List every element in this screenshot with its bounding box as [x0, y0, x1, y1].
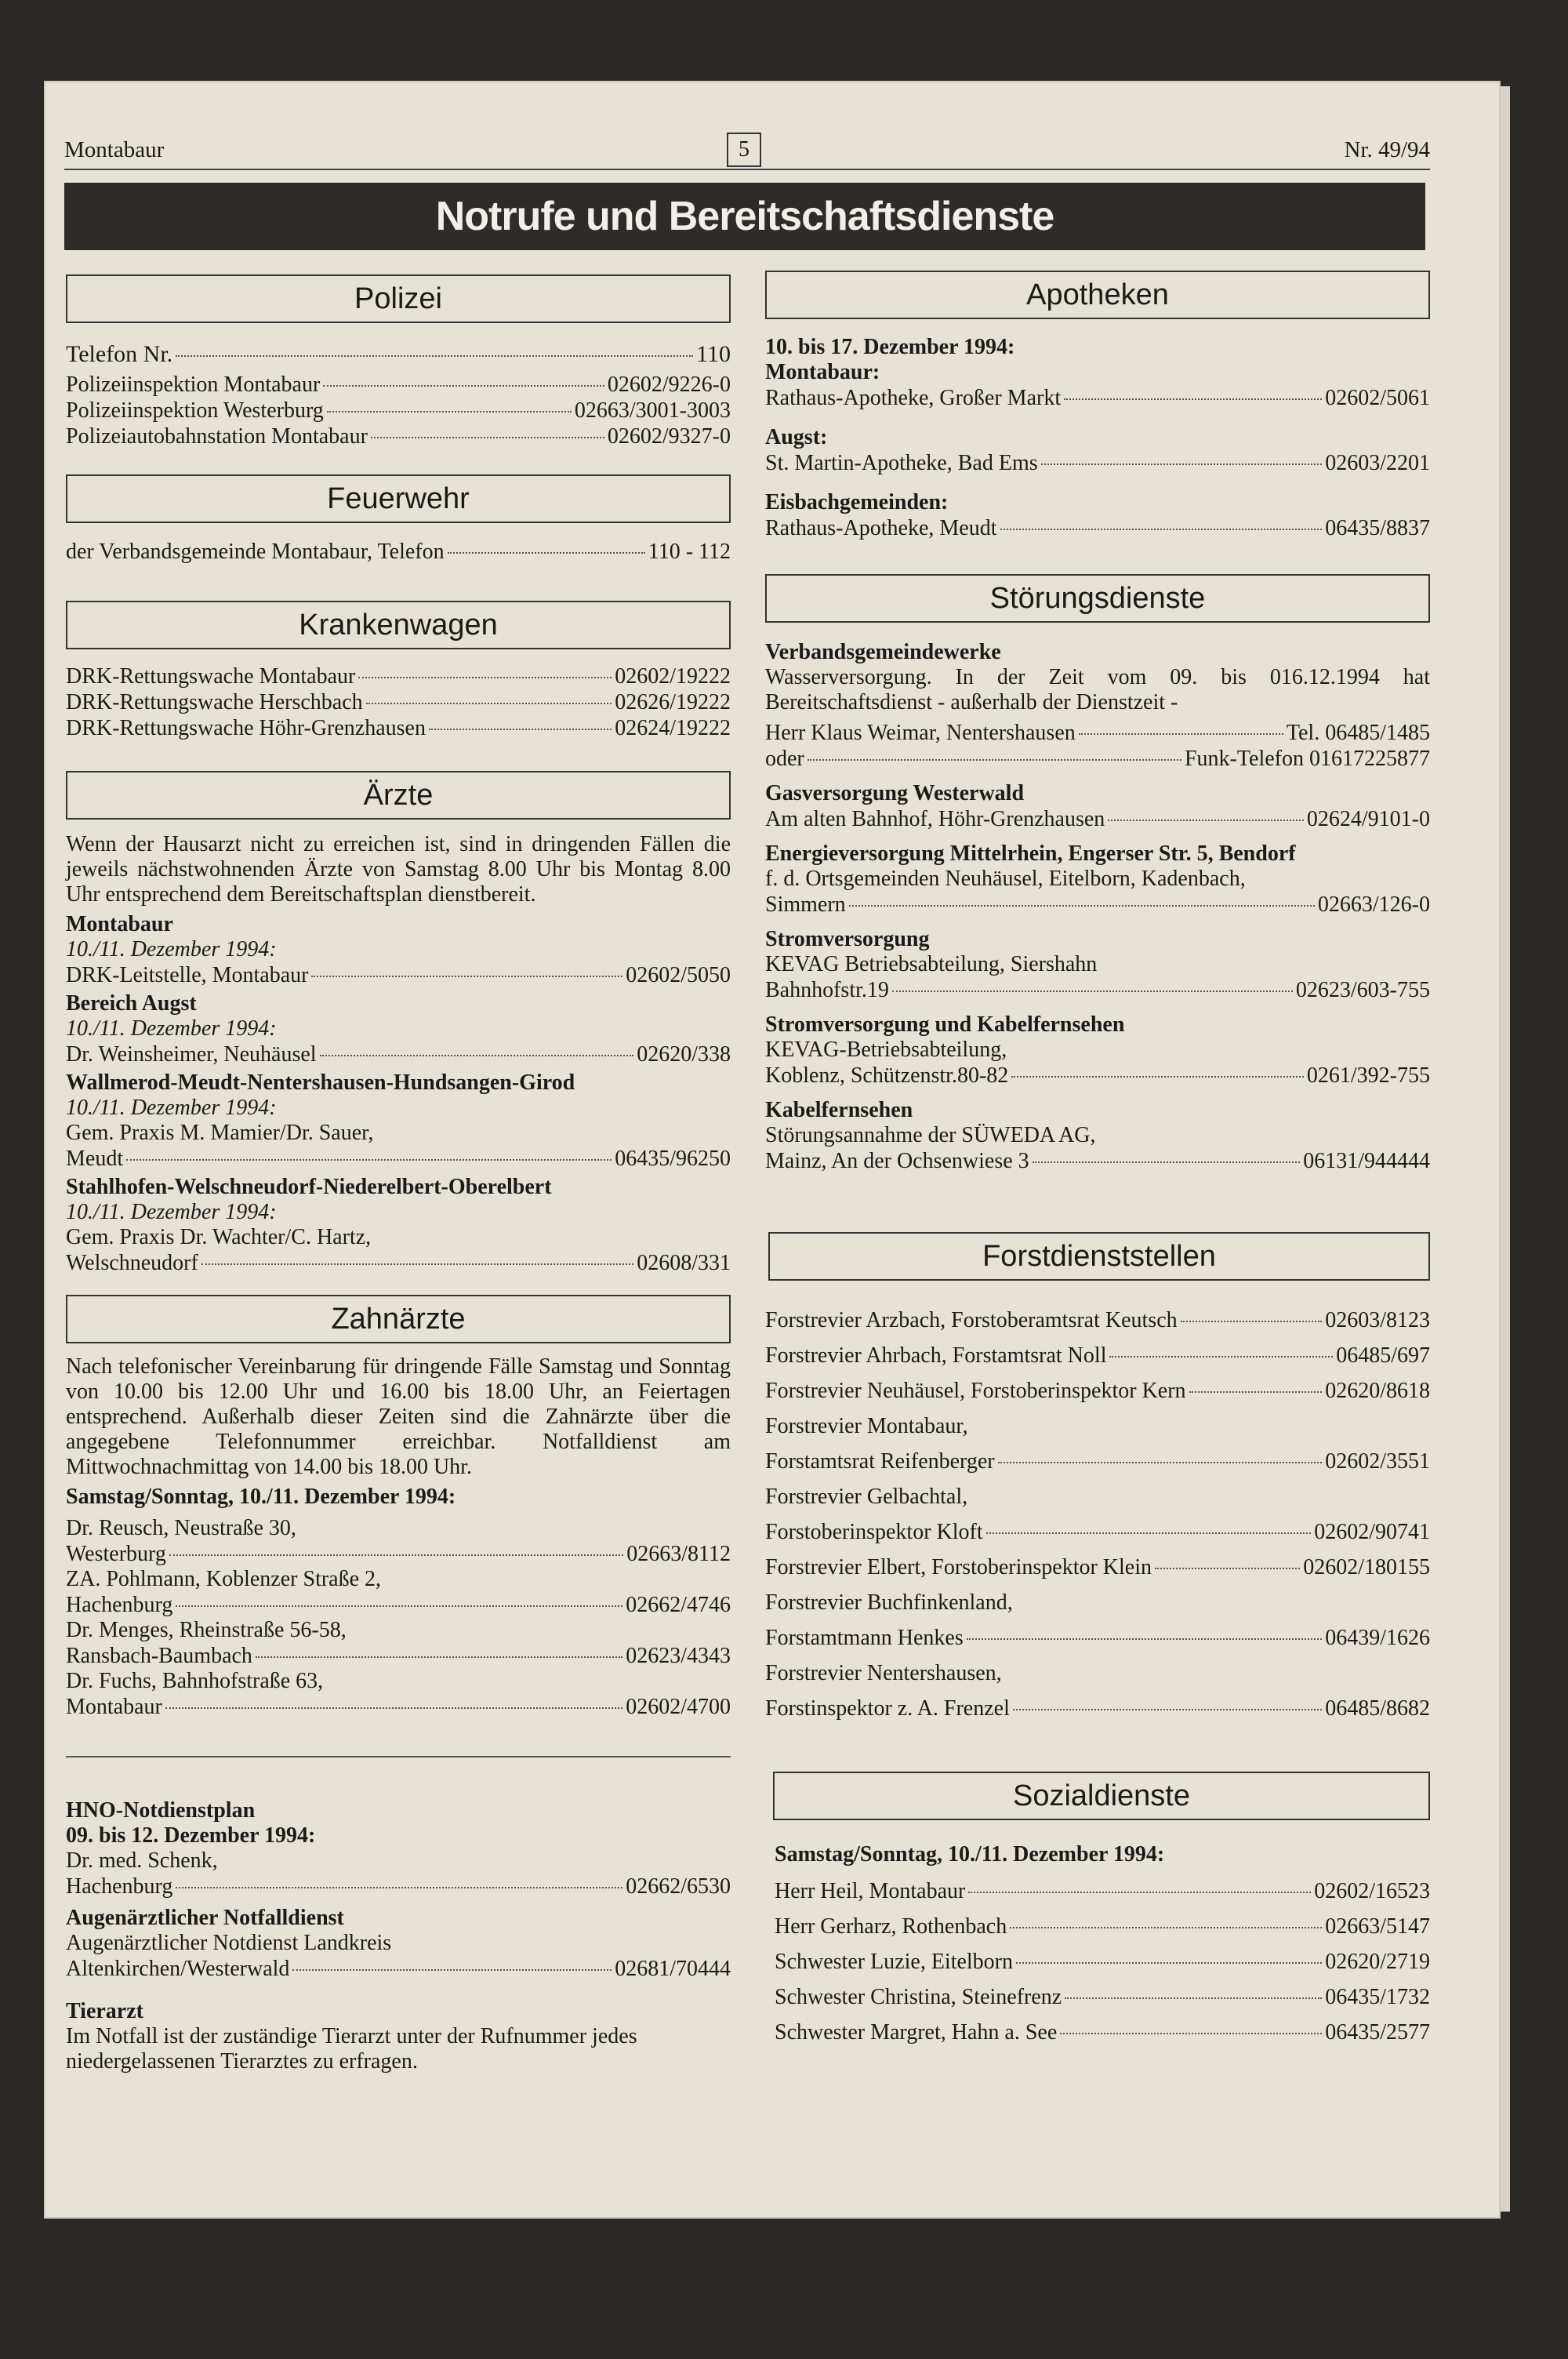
list-item: Schwester Christina, Steinefrenz 06435/1732: [775, 1985, 1430, 2009]
region-title: Montabaur: [66, 912, 173, 936]
address-line: Forstrevier Buchfinkenland,: [765, 1590, 1013, 1615]
region-title: Stahlhofen-Welschneudorf-Niederelbert-Oberelbert: [66, 1175, 552, 1199]
date-line: 10./11. Dezember 1994:: [66, 1016, 277, 1041]
list-item: Forstrevier Neuhäusel, Forstoberinspektor Kern 02620/8618: [765, 1379, 1430, 1403]
region-title: Bereich Augst: [66, 991, 197, 1016]
list-item: Westerburg 02663/8112: [66, 1542, 731, 1566]
list-item: Hachenburg 02662/4746: [66, 1593, 731, 1617]
section-polizei: Polizei: [66, 274, 731, 323]
place-title: Eisbachgemeinden:: [765, 490, 949, 514]
service-title: Stromversorgung und Kabelfernsehen: [765, 1012, 1125, 1037]
date-line: 10./11. Dezember 1994:: [66, 1200, 277, 1224]
list-item: Forstrevier Arzbach, Forstoberamtsrat Keutsch 02603/8123: [765, 1308, 1430, 1332]
service-text: KEVAG Betriebsabteilung, Siershahn: [765, 952, 1098, 976]
list-item: Simmern 02663/126-0: [765, 892, 1430, 917]
address-line: Augenärztlicher Notdienst Landkreis: [66, 1931, 392, 1955]
list-item: Koblenz, Schützenstr.80-82 0261/392-755: [765, 1063, 1430, 1088]
tierarzt-text: Im Notfall ist der zuständige Tierarzt unter der Rufnummer jedes niedergelassenen Tierarztes zu erfragen.: [66, 2024, 637, 2074]
aerzte-intro: Wenn der Hausarzt nicht zu erreichen ist, sind in dringenden Fällen die jeweils nächstwohnenden Ärzte von Samstag 8.00 Uhr bis Montag 8.00 Uhr entsprechend dem Bereitschaftsplan dienstbereit.: [66, 832, 731, 907]
list-item: DRK-Rettungswache Höhr-Grenzhausen 02624/19222: [66, 716, 731, 740]
service-text: Wasserversorgung. In der Zeit vom 09. bis 016.12.1994 hat Bereitschaftsdienst - außerhalb der Dienstzeit -: [765, 665, 1430, 714]
augen-heading: Augenärztlicher Notfalldienst: [66, 1906, 344, 1930]
place-title: Montabaur:: [765, 360, 880, 384]
list-item: Welschneudorf 02608/331: [66, 1251, 731, 1275]
tierarzt-heading: Tierarzt: [66, 1999, 143, 2023]
left-column: [66, 274, 731, 2074]
list-item: DRK-Leitstelle, Montabaur 02602/5050: [66, 963, 731, 987]
list-item: Forstinspektor z. A. Frenzel 06485/8682: [765, 1696, 1430, 1721]
list-item: der Verbandsgemeinde Montabaur, Telefon 110 - 112: [66, 540, 731, 564]
list-item: Mainz, An der Ochsenwiese 3 06131/944444: [765, 1149, 1430, 1173]
date-line: 10./11. Dezember 1994:: [66, 937, 277, 961]
list-item: Polizeiinspektion Montabaur 02602/9226-0: [66, 373, 731, 397]
list-item: Rathaus-Apotheke, Meudt 06435/8837: [765, 516, 1430, 540]
address-line: Dr. Fuchs, Bahnhofstraße 63,: [66, 1669, 324, 1693]
list-item: Herr Heil, Montabaur 02602/16523: [775, 1879, 1430, 1903]
list-item: Polizeiinspektion Westerburg 02663/3001-3003: [66, 398, 731, 423]
list-item: Polizeiautobahnstation Montabaur 02602/9327-0: [66, 424, 731, 449]
page-title: Notrufe und Bereitschaftsdienste: [64, 183, 1425, 250]
list-item: Montabaur 02602/4700: [66, 1695, 731, 1719]
address-line: Forstrevier Gelbachtal,: [765, 1485, 968, 1509]
date-line: 10./11. Dezember 1994:: [66, 1096, 277, 1120]
list-item: Dr. Weinsheimer, Neuhäusel 02620/338: [66, 1042, 731, 1067]
list-item: Rathaus-Apotheke, Großer Markt 02602/5061: [765, 386, 1430, 410]
list-item: Schwester Margret, Hahn a. See 06435/2577: [775, 2020, 1430, 2045]
address-line: Forstrevier Nentershausen,: [765, 1661, 1002, 1685]
date-line: 10. bis 17. Dezember 1994:: [765, 335, 1015, 359]
address-line: Forstrevier Montabaur,: [765, 1414, 968, 1438]
service-text: Störungsannahme der SÜWEDA AG,: [765, 1123, 1096, 1147]
list-item: Ransbach-Baumbach 02623/4343: [66, 1644, 731, 1668]
section-apotheken: Apotheken: [765, 271, 1430, 319]
list-item: Hachenburg 02662/6530: [66, 1874, 731, 1899]
service-text: KEVAG-Betriebsabteilung,: [765, 1038, 1007, 1062]
list-item: Telefon Nr. 110: [66, 341, 731, 367]
section-sozialdienste: Sozialdienste: [773, 1772, 1430, 1820]
section-feuerwehr: Feuerwehr: [66, 474, 731, 523]
list-item: Altenkirchen/Westerwald 02681/70444: [66, 1957, 731, 1981]
address-line: Gem. Praxis M. Mamier/Dr. Sauer,: [66, 1121, 374, 1145]
list-item: DRK-Rettungswache Herschbach 02626/19222: [66, 690, 731, 714]
list-item: St. Martin-Apotheke, Bad Ems 02603/2201: [765, 451, 1430, 475]
list-item: Meudt 06435/96250: [66, 1147, 731, 1171]
list-item: Schwester Luzie, Eitelborn 02620/2719: [775, 1950, 1430, 1974]
address-line: ZA. Pohlmann, Koblenzer Straße 2,: [66, 1567, 382, 1591]
address-line: Dr. Menges, Rheinstraße 56-58,: [66, 1618, 347, 1642]
date-line: 09. bis 12. Dezember 1994:: [66, 1823, 316, 1848]
address-line: Gem. Praxis Dr. Wachter/C. Hartz,: [66, 1225, 372, 1249]
hno-heading: HNO-Notdienstplan: [66, 1798, 256, 1823]
list-item: oder Funk-Telefon 01617225877: [765, 747, 1430, 771]
list-item: Forstrevier Elbert, Forstoberinspektor Klein 02602/180155: [765, 1555, 1430, 1579]
service-title: Energieversorgung Mittelrhein, Engerser Str. 5, Bendorf: [765, 841, 1296, 866]
list-item: Herr Gerharz, Rothenbach 02663/5147: [775, 1914, 1430, 1939]
service-title: Kabelfernsehen: [765, 1098, 913, 1122]
address-line: Dr. med. Schenk,: [66, 1848, 218, 1873]
section-zahnaerzte: Zahnärzte: [66, 1295, 731, 1343]
list-item: Forstamtsrat Reifenberger 02602/3551: [765, 1449, 1430, 1474]
section-stoerungsdienste: Störungsdienste: [765, 574, 1430, 623]
page-header: [64, 129, 1430, 170]
address-line: Dr. Reusch, Neustraße 30,: [66, 1516, 296, 1540]
list-item: Herr Klaus Weimar, Nentershausen Tel. 06485/1485: [765, 721, 1430, 745]
header-place: Montabaur: [64, 137, 165, 162]
service-title: Gasversorgung Westerwald: [765, 781, 1025, 805]
list-item: Forstrevier Ahrbach, Forstamtsrat Noll 06485/697: [765, 1343, 1430, 1368]
service-title: Stromversorgung: [765, 927, 930, 951]
list-item: Bahnhofstr.19 02623/603-755: [765, 978, 1430, 1002]
section-aerzte: Ärzte: [66, 771, 731, 820]
date-line: Samstag/Sonntag, 10./11. Dezember 1994:: [775, 1842, 1165, 1866]
service-text: f. d. Ortsgemeinden Neuhäusel, Eitelborn, Kadenbach,: [765, 867, 1246, 891]
region-title: Wallmerod-Meudt-Nentershausen-Hundsangen-Girod: [66, 1070, 575, 1095]
list-item: Am alten Bahnhof, Höhr-Grenzhausen 02624/9101-0: [765, 807, 1430, 831]
list-item: Forstoberinspektor Kloft 02602/90741: [765, 1520, 1430, 1544]
date-line: Samstag/Sonntag, 10./11. Dezember 1994:: [66, 1485, 456, 1509]
issue-number: Nr. 49/94: [1344, 137, 1430, 162]
zahnaerzte-intro: Nach telefonischer Vereinbarung für dringende Fälle Samstag und Sonntag von 10.00 bis 12.00 Uhr und 16.00 bis 18.00 Uhr, an Feiertagen entsprechend. Außerhalb dieser Zeiten sind die Zahnärzte über die angegebene Telefonnummer erreichbar. Notfalldienst am Mittwochnachmittag von 14.00 bis 18.00 Uhr.: [66, 1354, 731, 1479]
section-krankenwagen: Krankenwagen: [66, 601, 731, 649]
page-number: 5: [727, 133, 761, 167]
right-column: [765, 271, 1430, 2050]
place-title: Augst:: [765, 425, 828, 449]
service-title: Verbandsgemeindewerke: [765, 640, 1001, 664]
list-item: DRK-Rettungswache Montabaur 02602/19222: [66, 664, 731, 689]
paper-edge: [1499, 86, 1510, 2212]
list-item: Forstamtmann Henkes 06439/1626: [765, 1626, 1430, 1650]
section-forstdienststellen: Forstdienststellen: [768, 1232, 1430, 1281]
